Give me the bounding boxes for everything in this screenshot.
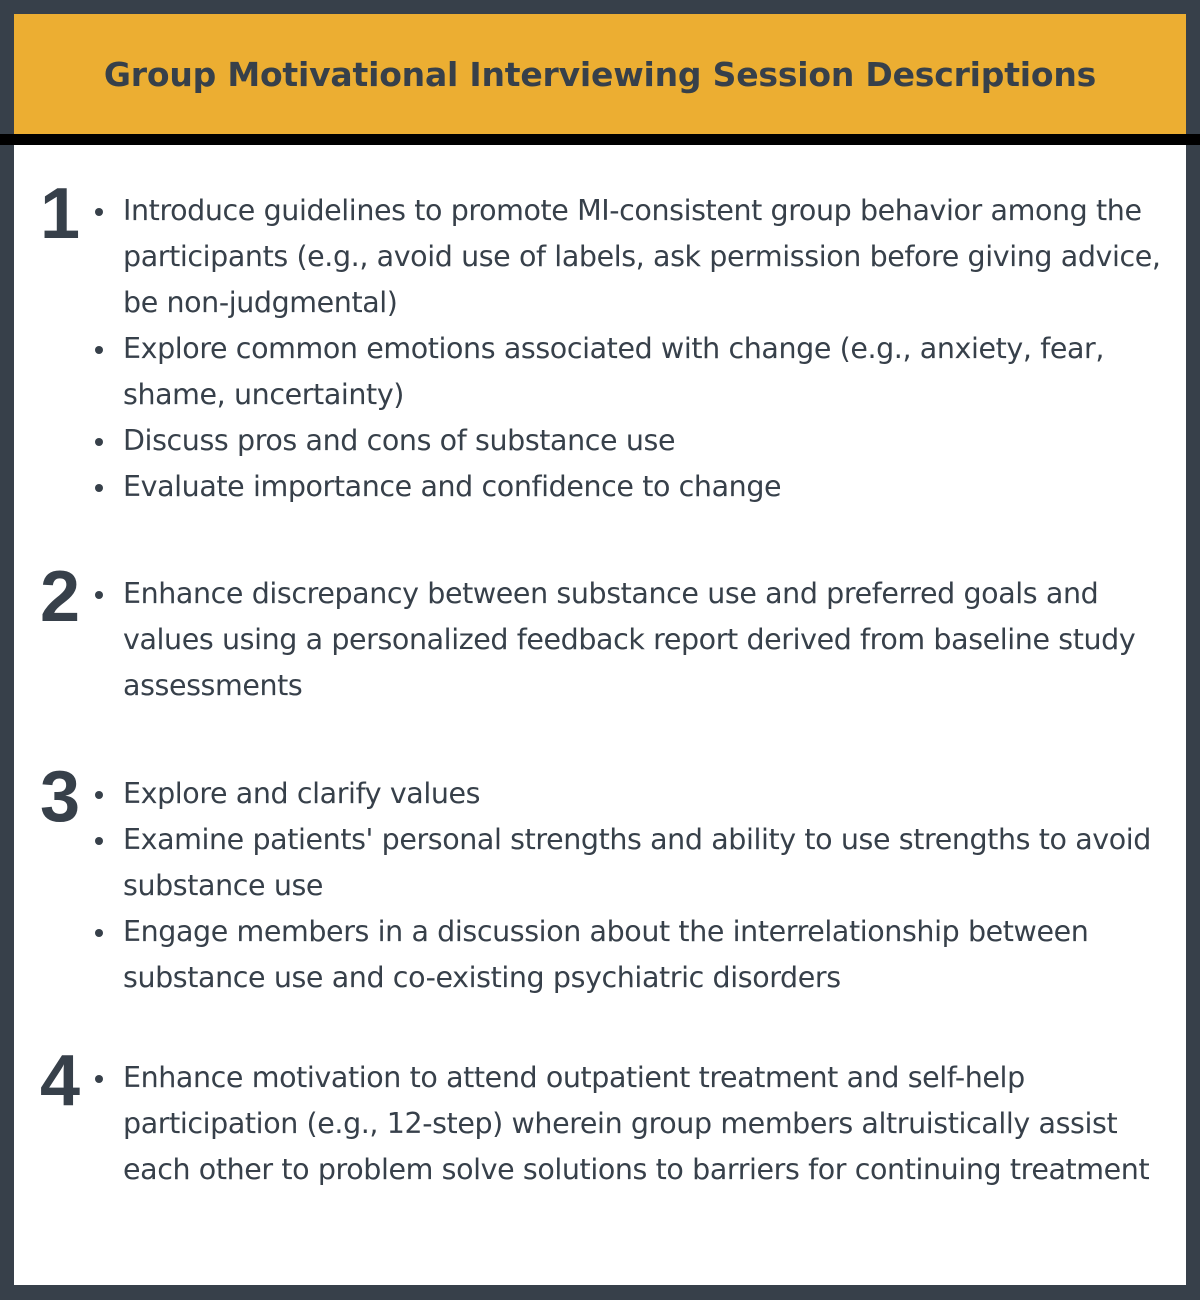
bullet-dot-icon (95, 837, 103, 845)
bullet-dot-icon (95, 929, 103, 937)
session-bullet (92, 817, 1177, 909)
session-bullet-text: Explore and clarify values (123, 777, 481, 810)
sessions-panel (14, 145, 1186, 1285)
session-bullet (92, 909, 1177, 1001)
session-bullet-text: Discuss pros and cons of substance use (123, 424, 676, 457)
session-bullet-list (92, 188, 1177, 510)
session-bullet (92, 188, 1177, 326)
session-bullet-list (92, 571, 1177, 709)
bullet-dot-icon (95, 791, 103, 799)
session-number: 2 (39, 557, 81, 637)
session-bullet-text: Evaluate importance and confidence to change (123, 470, 782, 503)
session-bullet (92, 771, 1177, 817)
session-bullet (92, 326, 1177, 418)
bullet-dot-icon (95, 438, 103, 446)
session-bullet (92, 1055, 1177, 1193)
session-bullet-text: Engage members in a discussion about the interrelationship between substance use and co-existing psychiatric disorders (123, 915, 1089, 994)
session-bullet (92, 418, 1177, 464)
session-bullet-list (92, 1055, 1177, 1193)
session-number: 4 (39, 1041, 81, 1121)
session-bullet (92, 571, 1177, 709)
session-bullet-text: Examine patients' personal strengths and ability to use strengths to avoid substance use (123, 823, 1151, 902)
session-bullet-text: Explore common emotions associated with change (e.g., anxiety, fear, shame, uncertainty) (123, 332, 1105, 411)
bullet-dot-icon (95, 1075, 103, 1083)
title-banner (14, 14, 1186, 134)
bullet-dot-icon (95, 591, 103, 599)
session-number: 3 (39, 757, 81, 837)
session-bullet-text: Enhance discrepancy between substance use and preferred goals and values using a personalized feedback report derived from baseline study assessments (123, 577, 1136, 702)
bullet-dot-icon (95, 208, 103, 216)
bullet-dot-icon (95, 484, 103, 492)
session-bullet-list (92, 771, 1177, 1001)
session-bullet-text: Introduce guidelines to promote MI-consistent group behavior among the participants (e.g., avoid use of labels, ask permission before giving advice, be non-judgmental) (123, 194, 1161, 319)
session-number: 1 (39, 174, 81, 254)
page-title: Group Motivational Interviewing Session Descriptions (103, 54, 1097, 94)
header-divider (0, 134, 1200, 145)
bullet-dot-icon (95, 346, 103, 354)
session-bullet-text: Enhance motivation to attend outpatient treatment and self-help participation (e.g., 12-step) wherein group members altruistically assist each other to problem solve solutions to barriers for continuing treatment (123, 1061, 1150, 1186)
session-bullet (92, 464, 1177, 510)
